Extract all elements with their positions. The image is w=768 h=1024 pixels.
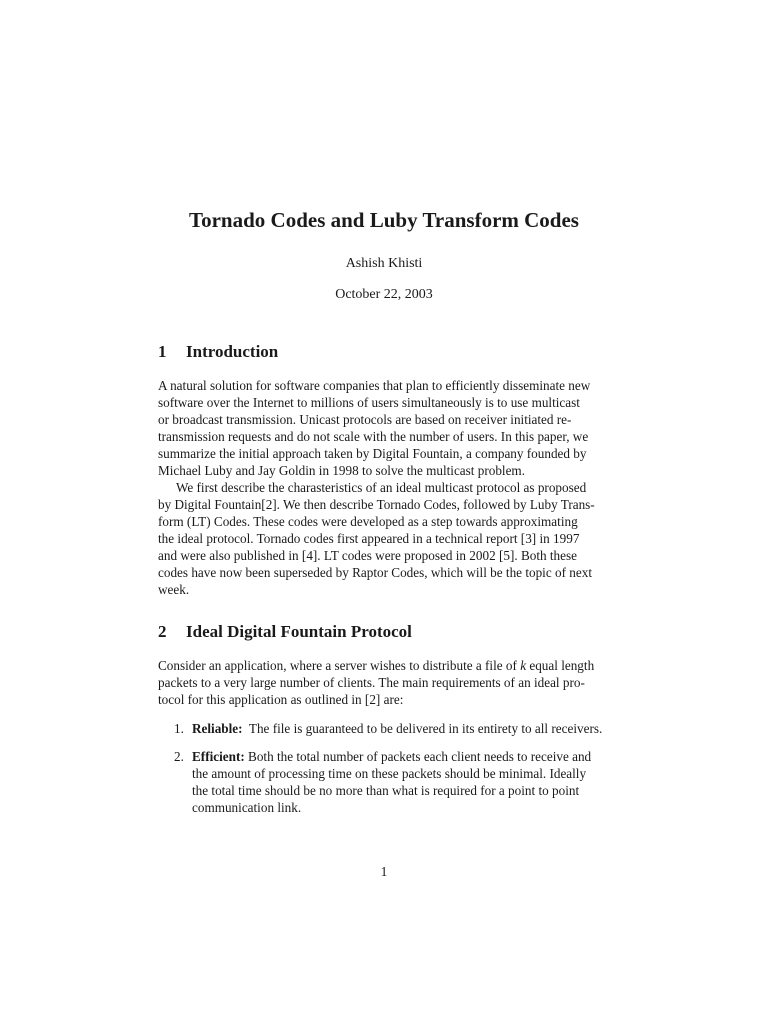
- list-item: [158, 748, 608, 816]
- text-line: week.: [158, 582, 190, 597]
- section-number: 1: [158, 342, 167, 361]
- paper-date: October 22, 2003: [335, 287, 433, 302]
- text-line: software over the Internet to millions of users simultaneously is to use multicast: [158, 395, 580, 410]
- text-segment: equal length: [526, 658, 595, 673]
- section-number: 2: [158, 622, 167, 641]
- text-line: transmission requests and do not scale with the number of users. In this paper, we: [158, 429, 589, 444]
- text-line: summarize the initial approach taken by Digital Fountain, a company founded by: [158, 446, 587, 461]
- section-2-heading: [158, 622, 412, 642]
- section-title: Ideal Digital Fountain Protocol: [186, 622, 412, 641]
- text-line: the amount of processing time on these packets should be minimal. Ideally: [192, 766, 587, 781]
- text-line: codes have now been superseded by Raptor Codes, which will be the topic of next: [158, 565, 592, 580]
- text-line: [158, 657, 608, 674]
- variable-k: k: [520, 658, 527, 673]
- author-name: Ashish Khisti: [345, 256, 423, 271]
- list-term: Efficient:: [192, 749, 245, 764]
- list-marker: 2.: [174, 749, 184, 764]
- text-line: the total time should be no more than what is required for a point to point: [192, 783, 580, 798]
- text-line: A natural solution for software companies that plan to efficiently disseminate new: [158, 378, 591, 393]
- text-line: by Digital Fountain[2]. We then describe Tornado Codes, followed by Luby Trans-: [158, 497, 595, 512]
- intro-paragraph-1: [158, 377, 608, 479]
- text-line: [192, 748, 608, 765]
- section-title: Introduction: [186, 342, 279, 361]
- text-line: form (LT) Codes. These codes were developed as a step towards approximating: [158, 514, 578, 529]
- text-segment: The file is guaranteed to be delivered in its entirety to all receivers.: [242, 721, 603, 736]
- paper-title: Tornado Codes and Luby Transform Codes: [189, 208, 579, 232]
- list-item: [158, 720, 608, 737]
- text-line: tocol for this application as outlined in [2] are:: [158, 692, 404, 707]
- text-line: [192, 720, 608, 737]
- text-line: and were also published in [4]. LT codes were proposed in 2002 [5]. Both these: [158, 548, 577, 563]
- list-marker: 1.: [174, 721, 184, 736]
- intro-paragraph-2: [158, 479, 608, 598]
- text-segment: Both the total number of packets each client needs to receive and: [244, 749, 592, 764]
- text-line: communication link.: [192, 800, 302, 815]
- text-line: We first describe the charasteristics of an ideal multicast protocol as proposed: [176, 480, 587, 495]
- section-2-paragraph: [158, 657, 608, 708]
- page-number: 1: [380, 864, 388, 879]
- list-term: Reliable:: [192, 721, 243, 736]
- text-line: or broadcast transmission. Unicast protocols are based on receiver initiated re-: [158, 412, 572, 427]
- requirements-list: [158, 720, 608, 816]
- section-1-heading: [158, 342, 278, 362]
- text-line: the ideal protocol. Tornado codes first appeared in a technical report [3] in 1997: [158, 531, 580, 546]
- text-line: Michael Luby and Jay Goldin in 1998 to solve the multicast problem.: [158, 463, 525, 478]
- text-line: packets to a very large number of clients. The main requirements of an ideal pro-: [158, 675, 585, 690]
- text-segment: Consider an application, where a server wishes to distribute a file of: [158, 658, 521, 673]
